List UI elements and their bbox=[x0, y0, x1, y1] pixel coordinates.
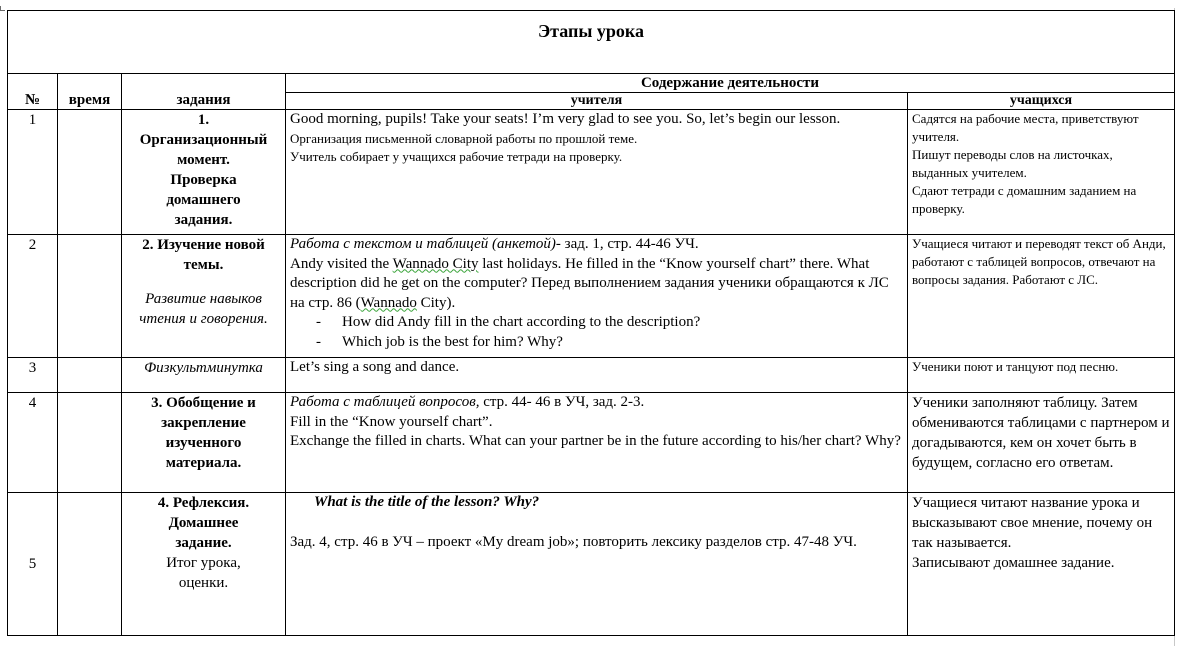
teacher-text-part: City). bbox=[416, 294, 456, 311]
header-num: № bbox=[8, 74, 58, 110]
teacher-text bbox=[290, 235, 903, 255]
teacher-question: What is the title of the lesson? Why? bbox=[314, 494, 540, 510]
teacher-text bbox=[290, 255, 903, 314]
row-number: 4 bbox=[8, 393, 58, 493]
task-line: 3. Обобщение и bbox=[151, 395, 256, 411]
title-row bbox=[8, 11, 1175, 74]
bullet-dash: - bbox=[316, 314, 321, 330]
row-number: 3 bbox=[8, 358, 58, 393]
table-row bbox=[8, 358, 1175, 393]
task-line: материала. bbox=[165, 455, 242, 471]
task-line: 4. Рефлексия. bbox=[157, 495, 250, 511]
corner-mark bbox=[0, 6, 5, 11]
teacher-cell: Let’s sing a song and dance. bbox=[286, 358, 908, 393]
task-cell bbox=[122, 493, 286, 636]
task-line: оценки. bbox=[178, 575, 229, 591]
students-cell: Ученики поют и танцуют под песню. bbox=[908, 358, 1175, 393]
row-number: 5 bbox=[8, 493, 58, 636]
teacher-text: Good morning, pupils! Take your seats! I’m very glad to see you. So, let’s begin our lesson. bbox=[290, 111, 841, 127]
students-cell: Ученики заполняют таблицу. Затем обмениваются таблицами с партнером и догадываются, кем он хочет быть в будущем, согласно его ответам. bbox=[908, 393, 1175, 493]
students-text: Учащиеся читают название урока и высказывают свое мнение, почему он так называется. bbox=[912, 495, 1153, 551]
header-content: Содержание деятельности bbox=[286, 74, 1175, 93]
teacher-text: Учитель собирает у учащихся рабочие тетради на проверку. bbox=[290, 148, 623, 164]
row-time bbox=[58, 235, 122, 358]
task-cell bbox=[122, 393, 286, 493]
list-item bbox=[290, 313, 903, 333]
task-line: задание. bbox=[175, 535, 232, 551]
students-text: Садятся на рабочие места, приветствуют учителя. bbox=[912, 111, 1139, 144]
teacher-text-part: last holidays. He filled in the “Know yourself chart” there. What description did he get on the computer? Перед выполнением задания ученики обращаются к ЛС на стр. 86 ( bbox=[290, 255, 889, 311]
list-item bbox=[290, 333, 903, 353]
table-row bbox=[8, 493, 1175, 636]
task-title: 2. Изучение новой темы. bbox=[142, 237, 265, 273]
teacher-italic: Работа с таблицей вопросов, bbox=[290, 394, 480, 410]
task-line: задания. bbox=[174, 212, 233, 228]
task-line: 1. bbox=[197, 112, 210, 128]
table-row bbox=[8, 393, 1175, 493]
students-text: Записывают домашнее задание. bbox=[912, 555, 1115, 571]
table-row bbox=[8, 235, 1175, 358]
header-teacher: учителя bbox=[286, 93, 908, 110]
teacher-ref: - зад. 1, стр. 44-46 УЧ. bbox=[555, 236, 699, 252]
students-text: Пишут переводы слов на листочках, выданных учителем. bbox=[912, 147, 1113, 180]
teacher-text bbox=[290, 393, 903, 413]
header-tasks: задания bbox=[122, 74, 286, 110]
teacher-text: Exchange the filled in charts. What can your partner be in the future according to his/her chart? Why? bbox=[290, 433, 901, 449]
teacher-text-part: Wannado bbox=[360, 294, 417, 311]
table-row bbox=[8, 110, 1175, 235]
task-line: Организационный bbox=[139, 132, 268, 148]
teacher-text: Fill in the “Know yourself chart”. bbox=[290, 413, 493, 430]
task-cell bbox=[122, 110, 286, 235]
task-title: Физкультминутка bbox=[144, 360, 263, 376]
row-time bbox=[58, 358, 122, 393]
teacher-text-part: Wannado City bbox=[392, 255, 479, 272]
task-line: изученного bbox=[165, 435, 242, 451]
teacher-italic: Работа с текстом и таблицей (анкетой) bbox=[290, 236, 556, 252]
task-line: Проверка bbox=[170, 172, 237, 188]
students-cell bbox=[908, 493, 1175, 636]
teacher-cell bbox=[286, 110, 908, 235]
students-cell: Учащиеся читают и переводят текст об Анди, работают с таблицей вопросов, отвечают на вопросы задания. Работают с ЛС. bbox=[908, 235, 1175, 358]
row-number: 1 bbox=[8, 110, 58, 235]
task-cell bbox=[122, 235, 286, 358]
lesson-stages-table bbox=[7, 10, 1175, 636]
header-time: время bbox=[58, 74, 122, 110]
task-line: момент. bbox=[177, 152, 230, 168]
teacher-cell bbox=[286, 493, 908, 636]
row-time bbox=[58, 110, 122, 235]
teacher-text: Зад. 4, стр. 46 в УЧ – проект «My dream job»; повторить лексику разделов стр. 47-48 УЧ. bbox=[290, 533, 857, 550]
task-line: закрепление bbox=[161, 415, 246, 431]
bullet-text: How did Andy fill in the chart according to the description? bbox=[342, 314, 701, 330]
task-subtitle: Развитие навыков чтения и говорения. bbox=[139, 291, 268, 327]
row-time bbox=[58, 393, 122, 493]
row-time bbox=[58, 493, 122, 636]
bullet-text: Which job is the best for him? Why? bbox=[342, 333, 563, 350]
row-number: 2 bbox=[8, 235, 58, 358]
bullet-dash: - bbox=[316, 333, 321, 350]
teacher-ref: стр. 44- 46 в УЧ, зад. 2-3. bbox=[479, 394, 645, 410]
task-line: Итог урока, bbox=[166, 555, 241, 571]
table-title: Этапы урока bbox=[8, 11, 1175, 74]
task-cell bbox=[122, 358, 286, 393]
teacher-cell bbox=[286, 235, 908, 358]
teacher-text: Организация письменной словарной работы по прошлой теме. bbox=[290, 130, 638, 146]
students-text: Сдают тетради с домашним заданием на проверку. bbox=[912, 183, 1137, 216]
teacher-text-part: Andy visited the bbox=[290, 255, 393, 272]
teacher-cell bbox=[286, 393, 908, 493]
header-students: учащихся bbox=[908, 93, 1175, 110]
task-line: домашнего bbox=[166, 192, 241, 208]
students-cell bbox=[908, 110, 1175, 235]
task-line: Домашнее bbox=[168, 515, 239, 531]
header-row bbox=[8, 74, 1175, 93]
